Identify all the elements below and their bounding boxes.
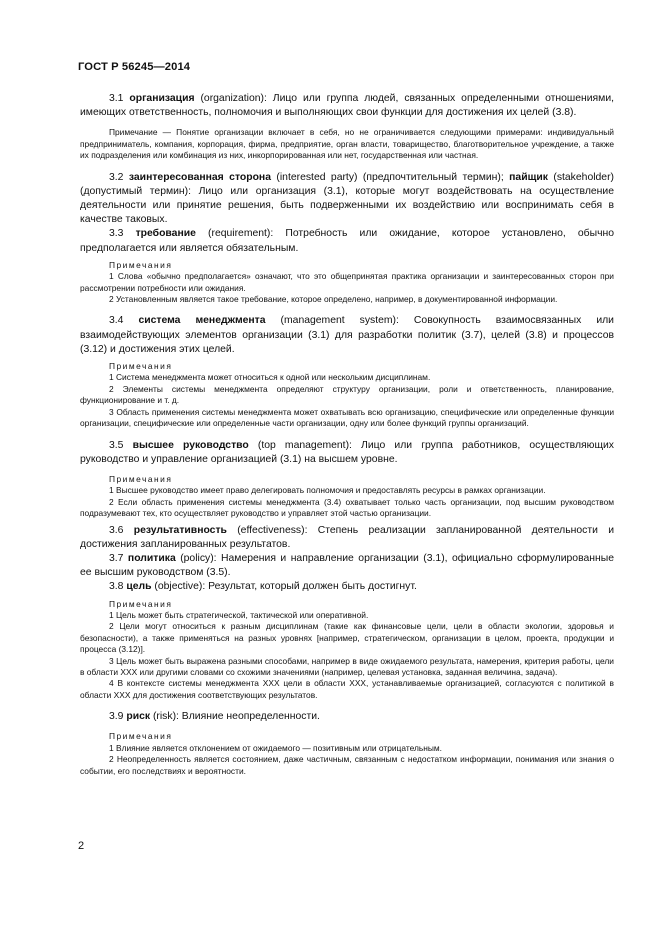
note-item: 4 В контексте системы менеджмента ХХХ цели в области ХХХ, устанавливаемые организацией, согласуются с политикой в области ХХХ для достижения соответствующих результатов.	[80, 678, 614, 700]
term-3-4	[80, 314, 614, 357]
term-number: 3.2	[109, 171, 124, 183]
note-item: 2 Цели могут относиться к разным дисциплинам (такие как финансовые цели, цели в области экологии, здоровья и безопасности), а также применяться на разных уровнях [например, стратегическом, организации в целом, проекта, продукции и процесса (3.12)].	[80, 621, 614, 655]
term-definition-part: (interested party) (предпочтительный термин);	[271, 171, 510, 183]
term-3-6	[80, 524, 614, 552]
note-item: 3 Область применения системы менеджмента может охватывать всю организацию, специфические или определенные функции организации, специфические или определенные части организации, одну или более функций группы организаций.	[80, 406, 614, 429]
term-number: 3.6	[109, 524, 124, 536]
term-name: политика	[127, 552, 176, 564]
note-item: 1 Система менеджмента может относиться к одной или нескольким дисциплинам.	[109, 372, 431, 383]
term-name: организация	[129, 93, 195, 104]
notes-heading: Примечания	[109, 598, 173, 609]
term-definition: (top management): Лицо или группа работников, осуществляющих руководство и управление организацией (3.1) на высшем уровне.	[80, 439, 614, 465]
note-item: 2 Неопределенность является состоянием, даже частичным, связанным с недостатком информации, понимания или знания о событии, его последствиях и вероятности.	[80, 754, 614, 776]
note-item: 1 Высшее руководство имеет право делегировать полномочия и предоставлять ресурсы в рамках организации.	[109, 485, 546, 496]
note-item: 3 Цель может быть выражена разными способами, например в виде ожидаемого результата, намерения, критерия работы, цели в области ХХХ или другими словами со схожими значениями (например, целевая установка, заданная величина, задача).	[80, 655, 614, 677]
notes-heading: Примечания	[109, 473, 173, 484]
note-item: 1 Цель может быть стратегической, тактической или оперативной.	[109, 609, 369, 620]
term-name-alt: пайщик	[509, 171, 548, 183]
note-3-1: Примечание — Понятие организации включает в себя, но не ограничивается следующими примерами: индивидуальный предприниматель, компания, корпорация, фирма, предприятие, орган власти, товарищество, благотворительное учреждение, а также их подразделения или комбинация из них, инкорпорированная или нет, государственная или частная.	[80, 127, 614, 161]
term-definition: (risk): Влияние неопределенности.	[150, 711, 320, 723]
term-3-5	[80, 439, 614, 467]
term-number: 3.4	[109, 315, 124, 327]
note-item: 1 Слова «обычно предполагается» означают, что это общепринятая практика организации и заинтересованных сторон при рассмотрении потребности или ожидания.	[80, 271, 614, 293]
term-number: 3.9	[109, 711, 124, 723]
term-name: цель	[126, 581, 152, 593]
term-3-8	[80, 580, 614, 594]
term-definition: (effectiveness): Степень реализации запланированной деятельности и достижения запланированных результатов.	[80, 524, 615, 550]
term-name: система менеджмента	[138, 315, 266, 327]
term-name: заинтересованная сторона	[128, 171, 271, 183]
notes-heading: Примечания	[109, 259, 173, 270]
note-item: 1 Влияние является отклонением от ожидаемого — позитивным или отрицательным.	[109, 742, 442, 753]
term-number: 3.5	[109, 439, 124, 451]
term-3-1	[80, 92, 614, 120]
term-3-2	[80, 171, 614, 228]
term-definition: (requirement): Потребность или ожидание, которое установлено, обычно предполагается или является обязательным.	[80, 228, 614, 254]
term-3-7	[80, 552, 614, 580]
document-body	[80, 92, 614, 777]
term-name: результативность	[133, 524, 227, 536]
term-number: 3.7	[109, 552, 124, 564]
term-3-9	[80, 710, 614, 724]
term-number: 3.8	[109, 581, 124, 593]
term-3-3	[80, 227, 614, 255]
term-name: требование	[135, 228, 196, 240]
document-header: ГОСТ Р 56245—2014	[78, 61, 191, 73]
note-item: 2 Элементы системы менеджмента определяют структуру организации, роли и ответственность, планирование, функционирование и т. д.	[80, 383, 614, 406]
term-number: 3.1	[109, 93, 124, 104]
page-number: 2	[78, 840, 85, 852]
term-name: высшее руководство	[132, 439, 249, 451]
note-item: 2 Если область применения системы менеджмента (3.4) охватывает только часть организации, под высшим руководством подразумевают тех, кто осуществляет руководство и управляет этой частью организации.	[80, 496, 614, 519]
term-number: 3.3	[109, 228, 124, 240]
note-item: 2 Установленным является такое требование, которое определено, например, в документированной информации.	[109, 294, 558, 305]
term-definition: (organization): Лицо или группа людей, связанных определенными отношениями, имеющих ответственность, полномочия и выполняющих свои функции для достижения их целей (3.8).	[80, 93, 615, 119]
term-name: риск	[126, 711, 151, 723]
notes-heading: Примечания	[109, 361, 173, 372]
notes-heading: Примечания	[109, 731, 173, 742]
term-definition: (policy): Намерения и направление организации (3.1), официально сформулированные ее высшим руководством (3.5).	[80, 552, 614, 579]
term-definition: (management system): Совокупность взаимосвязанных или взаимодействующих элементов организации (3.1) для разработки политик (3.7), целей (3.8) и процессов (3.12) и достижения этих целей.	[80, 315, 614, 355]
term-definition: (objective): Результат, который должен быть достигнут.	[151, 581, 417, 593]
term-definition: (stakeholder) (допустимый термин): Лицо или организация (3.1), которые могут воздействовать на осуществление деятельности или принятие решения, быть подверженными их воздействию или воспринимать себя в качестве таковых.	[80, 171, 615, 226]
